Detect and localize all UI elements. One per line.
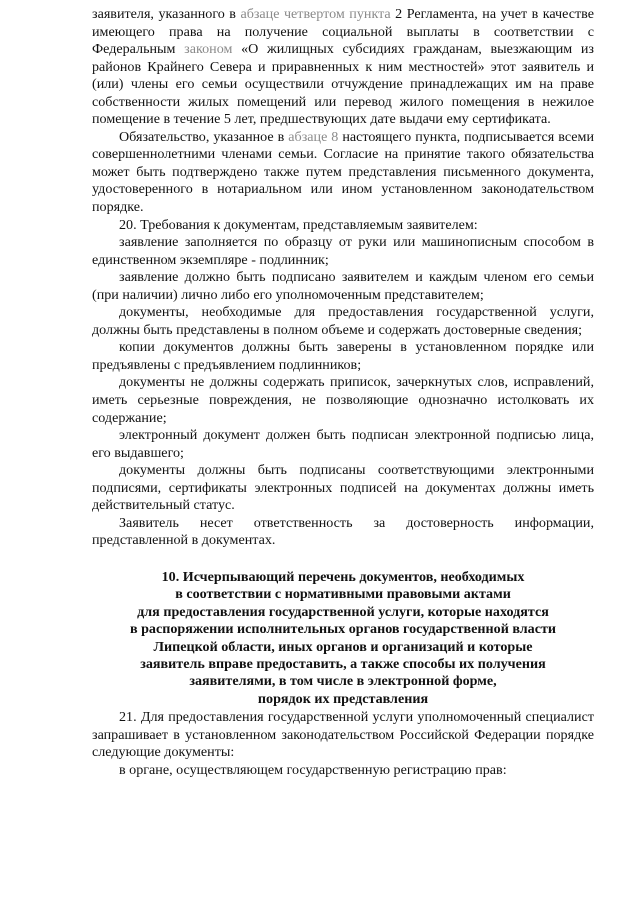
text: 2 Регламента, на учет в качестве имеющего права на получение социальной выплаты в соответствии с Федеральным <box>92 6 594 58</box>
document-page <box>92 6 594 779</box>
heading-line: для предоставления государственной услуги, которые находятся <box>137 603 549 620</box>
paragraph-signature-certificates: документы должны быть подписаны соответствующими электронными подписями, сертификаты электронных подписей на документах должны иметь действительный статус. <box>92 462 594 514</box>
paragraph-documents-request: 21. Для предоставления государственной услуги уполномоченный специалист запрашивает в установленном законодательством Российской Федерации порядке следующие документы: <box>92 709 594 761</box>
heading-line: порядок их представления <box>257 690 429 707</box>
text: Обязательство, указанное в <box>119 128 289 145</box>
link-paragraph-eight[interactable]: абзаце 8 <box>288 128 339 145</box>
paragraph-applicant-responsibility: Заявитель несет ответственность за достоверность информации, представленной в документах. <box>92 514 594 549</box>
heading-line: в распоряжении исполнительных органов государственной власти <box>129 621 557 638</box>
heading-line: заявителями, в том числе в электронной форме, <box>189 673 497 690</box>
paragraph-application-form: заявление заполняется по образцу от руки или машинописным способом в единственном экземпляре - подлинник; <box>92 234 594 268</box>
link-paragraph-four[interactable]: абзаце четвертом пункта <box>240 6 391 22</box>
paragraph-registration-authority: в органе, осуществляющем государственную регистрацию прав: <box>119 761 507 778</box>
paragraph-copies-certified: копии документов должны быть заверены в установленном порядке или предъявлены с предъявлением подлинников; <box>92 339 594 373</box>
text: «О жилищных субсидиях гражданам, выезжающим из районов Крайнего Севера и приравненных к ним местностей» этот заявитель и (или) члены его семьи осуществили отчуждение принадлежащих им на праве собственности жилых помещений или перевод жилого помещения в нежилое помещение в течение 5 лет, предшествующих дате выдачи ему сертификата. <box>92 41 594 128</box>
paragraph-no-corrections: документы не должны содержать приписок, зачеркнутых слов, исправлений, иметь серьезные повреждения, не позволяющие однозначно истолковать их содержание; <box>92 374 594 426</box>
heading-line: заявитель вправе предоставить, а также способы их получения <box>140 655 546 672</box>
heading-line: 10. Исчерпывающий перечень документов, необходимых <box>161 568 525 585</box>
paragraph-electronic-signature: электронный документ должен быть подписан электронной подписью лица, его выдавшего; <box>92 427 594 461</box>
section-heading-10 <box>92 569 594 708</box>
paragraph-documents-complete: документы, необходимые для предоставления государственной услуги, должны быть представлены в полном объеме и содержать достоверные сведения; <box>92 304 594 338</box>
link-federal-law[interactable]: законом <box>184 41 233 58</box>
heading-line: Липецкой области, иных органов и организаций и которые <box>153 638 533 655</box>
paragraph-requirements-title: 20. Требования к документам, представляемым заявителем: <box>119 216 478 233</box>
text: настоящего пункта, подписывается всеми совершеннолетними членами семьи. Согласие на принятие такого обязательства может быть подтверждено также путем представления письменного документа, удостоверенного в нотариальном или ином установленном законодательством порядке. <box>92 128 594 216</box>
text: заявителя, указанного в <box>92 6 241 22</box>
paragraph-obligation <box>92 129 594 217</box>
paragraph-application-signature: заявление должно быть подписано заявителем и каждым членом его семьи (при наличии) лично либо его уполномоченным представителем; <box>92 269 594 303</box>
paragraph-applicant-registration <box>92 6 594 129</box>
heading-line: в соответствии с нормативными правовыми актами <box>175 586 511 603</box>
